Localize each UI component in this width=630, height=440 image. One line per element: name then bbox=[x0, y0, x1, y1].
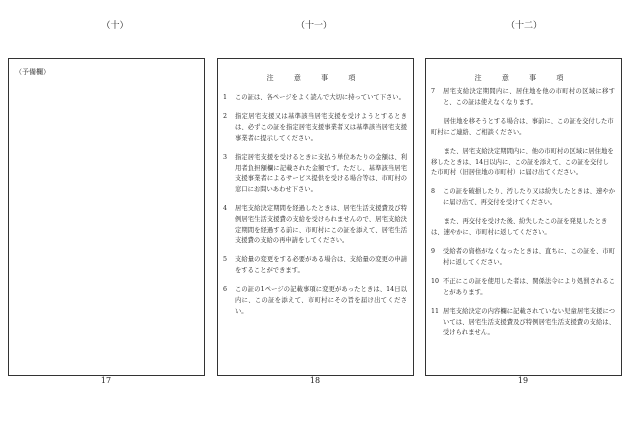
notes-title: 注 意 事 項 bbox=[266, 74, 365, 82]
note-item bbox=[223, 204, 407, 247]
notes-panel-2 bbox=[425, 58, 622, 376]
note-item bbox=[223, 93, 407, 104]
note-text: この証の1ページの記載事項に変更があったときは、14日以内に、この証を添えて、市町村にその旨を届け出てください。 bbox=[235, 286, 407, 315]
reserve-label: （予備欄） bbox=[15, 68, 50, 76]
note-number: 10 bbox=[431, 278, 440, 286]
note-text: 指定居宅支援を受けるときに支払う単位あたりの金額は、利用者負担額欄に記載された金額です。ただし、基準該当居宅支援事業者によるサービス提供を受ける場合等は、市町村の窓口にお問いあわせ下さい。 bbox=[235, 153, 407, 193]
note-text: 不正にこの証を使用した者は、関係法令により処罰されることがあります。 bbox=[443, 278, 615, 296]
page-header-10: （十） bbox=[101, 21, 129, 31]
note-item bbox=[431, 87, 615, 108]
note-number: 4 bbox=[223, 205, 228, 213]
note-text: 居宅支給決定期間を経過したときは、居宅生活支援費及び特例居宅生活支援費の支給を受けられませんので、居宅支給決定期間を経過する前に、市町村にこの証を添えて、居宅生活支援費の支給の再申請をしてください。 bbox=[235, 205, 407, 245]
note-number: 5 bbox=[223, 256, 228, 264]
note-number: 3 bbox=[223, 153, 228, 161]
page-header-12: （十二） bbox=[505, 21, 542, 31]
note-item bbox=[223, 255, 407, 276]
page-number: 17 bbox=[100, 376, 112, 385]
reserve-panel bbox=[8, 58, 205, 376]
note-text: 指定居宅支援又は基準該当居宅支援を受けようとするときは、必ずこの証を指定居宅支援事業者又は基準該当居宅支援事業者に提示してください。 bbox=[235, 113, 407, 142]
note-text: 居宅支給決定期間内に、居住地を他の市町村の区域に移すと、この証は使えなくなります。 bbox=[443, 88, 615, 106]
note-number: 8 bbox=[431, 188, 436, 196]
note-text: 支給量の変更をする必要がある場合は、支給量の変更の申請をすることができます。 bbox=[235, 256, 407, 275]
note-number: 9 bbox=[431, 248, 436, 256]
note-number: 2 bbox=[223, 113, 228, 121]
note-number: 1 bbox=[223, 94, 228, 101]
note-text: 受給者の資格がなくなったときは、直ちに、この証を、市町村に返してください。 bbox=[443, 248, 615, 266]
note-number: 7 bbox=[431, 88, 436, 95]
notes-list bbox=[431, 87, 615, 348]
note-text: この証は、各ページをよく読んで大切に持っていて下さい。 bbox=[235, 94, 405, 101]
note-text: 居宅支給決定の内容欄に記載されていない児童居宅支援については、居宅生活支援費及び特例居宅生活支援費の支給は、受けられません。 bbox=[443, 308, 615, 337]
note-item bbox=[223, 285, 407, 317]
note-paragraph: また、居宅支給決定期間内に、他の市町村の区域に居住地を移したときは、14日以内に、この証を添えて、この証を交付した市町村（旧居住地の市町村）に届け出てください。 bbox=[431, 147, 614, 177]
note-paragraph: 居住地を移そうとする場合は、事前に、この証を交付した市町村にご連絡、ご相談ください。 bbox=[431, 117, 614, 136]
page-header-11: （十一） bbox=[295, 21, 332, 31]
notes-panel-1 bbox=[217, 58, 414, 376]
note-item bbox=[431, 187, 615, 208]
note-text: この証を破損したり、汚したり又は紛失したときは、速やかに届け出て、再交付を受けてください。 bbox=[443, 188, 615, 207]
page-number: 18 bbox=[309, 376, 321, 385]
note-item bbox=[431, 277, 615, 298]
note-number: 6 bbox=[223, 286, 228, 294]
notes-title: 注 意 事 項 bbox=[474, 74, 573, 82]
note-item bbox=[223, 112, 407, 144]
note-number: 11 bbox=[431, 308, 440, 316]
page-number: 19 bbox=[517, 376, 529, 385]
notes-list bbox=[223, 93, 407, 326]
note-paragraph: また、再交付を受けた後、紛失したこの証を発見したときは、速やかに、市町村に返してください。 bbox=[431, 218, 608, 237]
note-item bbox=[431, 247, 615, 268]
note-item bbox=[223, 153, 407, 196]
note-item bbox=[431, 307, 615, 339]
